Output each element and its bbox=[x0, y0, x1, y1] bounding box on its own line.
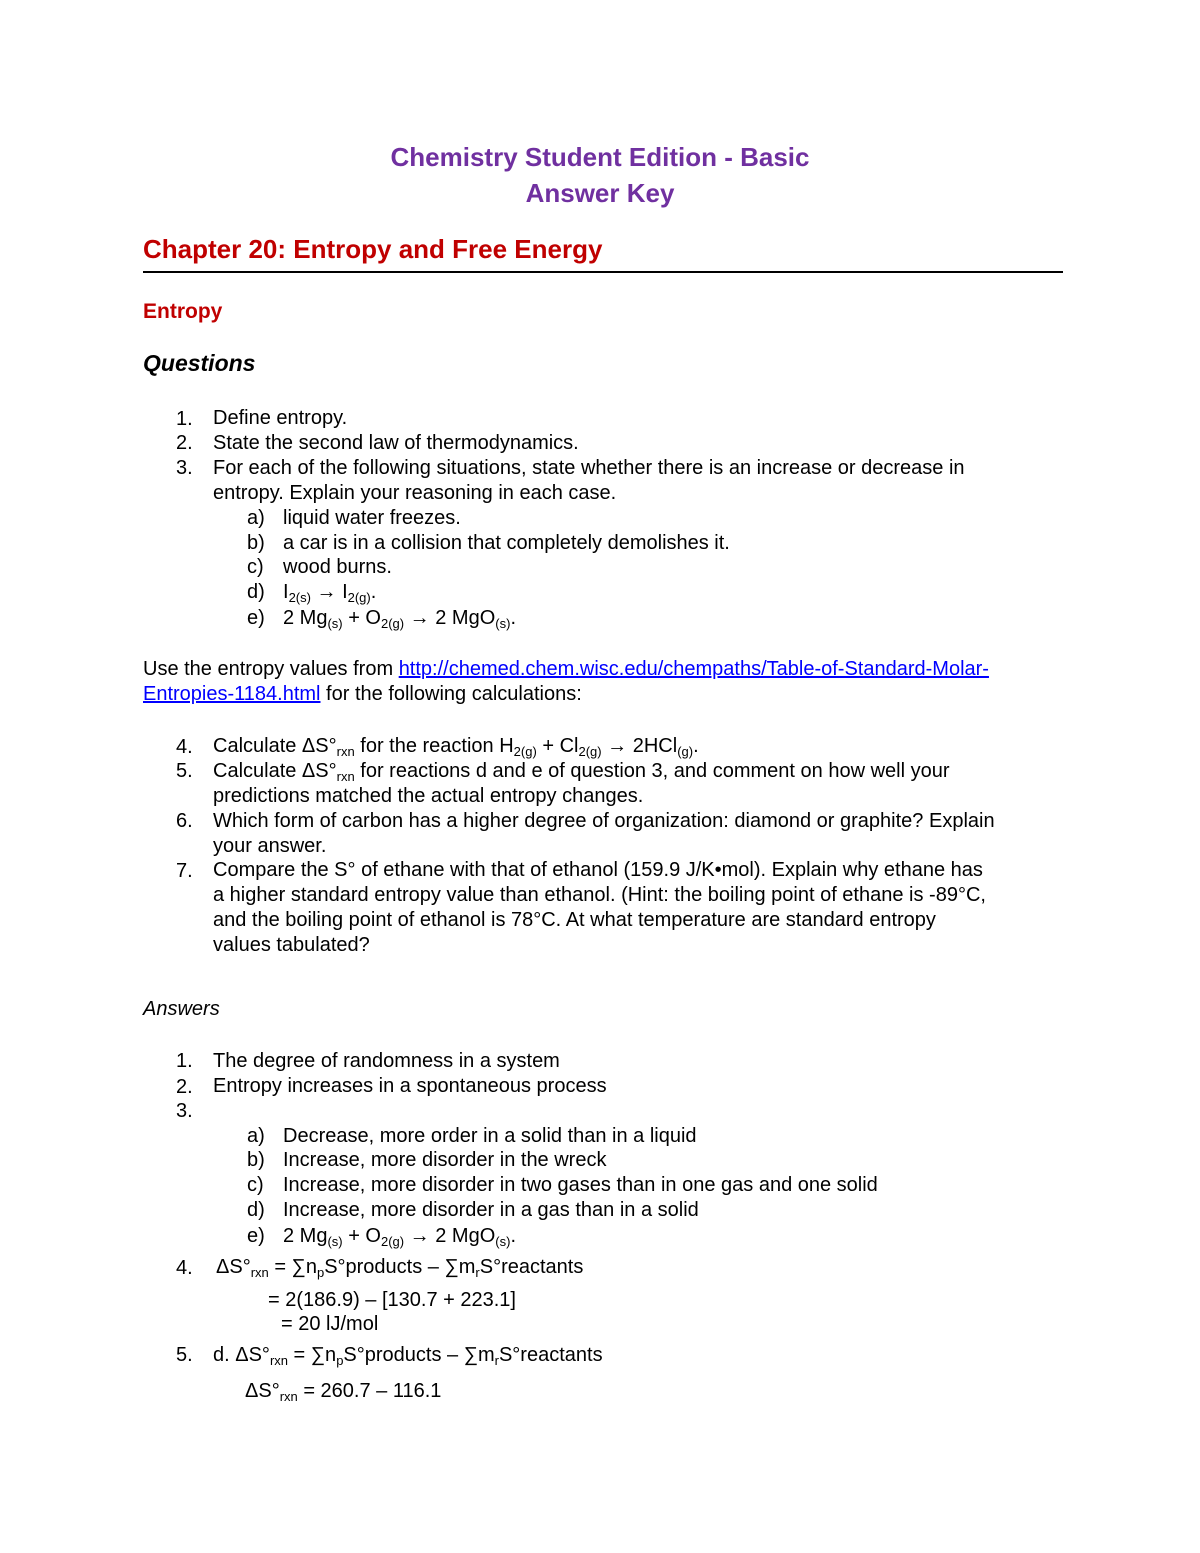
q3b-label: b) bbox=[247, 532, 265, 554]
a3-number: 3. bbox=[176, 1100, 193, 1122]
a3c-text: Increase, more disorder in two gases than in one gas and one solid bbox=[283, 1174, 878, 1196]
q3e-equation: 2 $Mg_{(s)} + O_{2(g)} \to 2$ MgO$_{(s)}$. bbox=[283, 607, 516, 631]
a1-number: 1. bbox=[176, 1050, 193, 1072]
a5-number: 5. bbox=[176, 1344, 193, 1366]
a3b-label: b) bbox=[247, 1149, 265, 1171]
q2-text: State the second law of thermodynamics. bbox=[213, 432, 579, 454]
document-title: Chemistry Student Edition - Basic bbox=[390, 142, 810, 172]
q3e-label: e) bbox=[247, 607, 265, 629]
a3c-label: c) bbox=[247, 1174, 264, 1196]
intro-line2: Entropies-1184.html for the following calculations: bbox=[143, 683, 582, 705]
entropy-table-link-continued[interactable]: Entropies-1184.html bbox=[143, 683, 321, 705]
a4-number: 4. bbox=[176, 1257, 193, 1279]
q7-text-line4: values tabulated? bbox=[213, 934, 370, 956]
q6-number: 6. bbox=[176, 810, 193, 832]
q3d-label: d) bbox=[247, 581, 265, 603]
q1-text: Define entropy. bbox=[213, 407, 348, 429]
q3a-text: liquid water freezes. bbox=[283, 507, 461, 529]
a3a-text: Decrease, more order in a solid than in a liquid bbox=[283, 1125, 697, 1147]
a4-substitution: = 2(186.9) – [130.7 + 223.1] bbox=[268, 1289, 516, 1311]
q6-text-line1: Which form of carbon has a higher degree of organization: diamond or graphite? Explain bbox=[213, 810, 995, 832]
a3a-label: a) bbox=[247, 1125, 265, 1147]
a2-number: 2. bbox=[176, 1076, 193, 1098]
q7-text-line3: and the boiling point of ethanol is 78°C. At what temperature are standard entropy bbox=[213, 909, 936, 931]
a3b-text: Increase, more disorder in the wreck bbox=[283, 1149, 607, 1171]
q3b-text: a car is in a collision that completely demolishes it. bbox=[283, 532, 730, 554]
a3d-label: d) bbox=[247, 1199, 265, 1221]
q7-number: 7. bbox=[176, 860, 193, 882]
a5-formula: d. $\Delta S^\circ_{rxn}$ = $\sum n_pS^\circ products$ – $\sum m_rS^\circ reactants$ bbox=[213, 1344, 603, 1368]
q3c-text: wood burns. bbox=[283, 556, 392, 578]
entropy-table-link[interactable]: http://chemed.chem.wisc.edu/chempaths/Table-of-Standard-Molar- bbox=[398, 658, 989, 680]
q3-number: 3. bbox=[176, 457, 193, 479]
q4-number: 4. bbox=[176, 736, 193, 758]
q6-text-line2: your answer. bbox=[213, 835, 327, 857]
divider bbox=[143, 271, 1063, 273]
questions-heading: Questions bbox=[143, 350, 256, 376]
q3c-label: c) bbox=[247, 556, 264, 578]
q1-number: 1. bbox=[176, 408, 193, 430]
q4-text: Calculate $\Delta S^\circ_{rxn}$ for the reaction $H_{2(g)} + Cl_{2(g)} \to 2HCl_{(g)}$. bbox=[213, 735, 699, 759]
a1-text: The degree of randomness in a system bbox=[213, 1050, 560, 1072]
q7-text-line1: Compare the S° of ethane with that of ethanol (159.9 J/K•mol). Explain why ethane has bbox=[213, 859, 983, 881]
q5-text-line2: predictions matched the actual entropy changes. bbox=[213, 785, 644, 807]
a4-result: = 20 lJ/mol bbox=[281, 1313, 379, 1335]
q5-number: 5. bbox=[176, 760, 193, 782]
a3e-equation: 2 $Mg_{(s)} + O_{2(g)} \to 2$ MgO$_{(s)}$. bbox=[283, 1225, 516, 1249]
section-title: Entropy bbox=[143, 300, 223, 323]
document-subtitle: Answer Key bbox=[525, 178, 675, 208]
a4-formula: $\Delta S^\circ_{rxn}$ = $\sum n_pS^\circ products$ – $\sum m_rS^\circ reactants$ bbox=[216, 1256, 584, 1280]
answers-heading: Answers bbox=[143, 998, 220, 1020]
q2-number: 2. bbox=[176, 432, 193, 454]
q7-text-line2: a higher standard entropy value than ethanol. (Hint: the boiling point of ethane is -89°C, bbox=[213, 884, 986, 906]
intro-line1: Use the entropy values from http://chemed.chem.wisc.edu/chempaths/Table-of-Standard-Molar- bbox=[143, 658, 989, 680]
a3e-label: e) bbox=[247, 1225, 265, 1247]
q3d-equation: $I_{2(s)} \to I_{2(g)}$. bbox=[283, 581, 377, 605]
a5-substitution: $\Delta S^\circ_{rxn} = 260.7 - 116.1$ bbox=[245, 1380, 442, 1404]
q5-text-line1: Calculate $\Delta S^\circ_{rxn}$ for reactions d and e of question 3, and comment on how well your bbox=[213, 760, 950, 784]
q3-text-line1: For each of the following situations, state whether there is an increase or decrease in bbox=[213, 457, 965, 479]
a2-text: Entropy increases in a spontaneous process bbox=[213, 1075, 607, 1097]
chapter-title: Chapter 20: Entropy and Free Energy bbox=[143, 234, 603, 264]
q3a-label: a) bbox=[247, 507, 265, 529]
q3-text-line2: entropy. Explain your reasoning in each case. bbox=[213, 482, 617, 504]
a3d-text: Increase, more disorder in a gas than in a solid bbox=[283, 1199, 699, 1221]
